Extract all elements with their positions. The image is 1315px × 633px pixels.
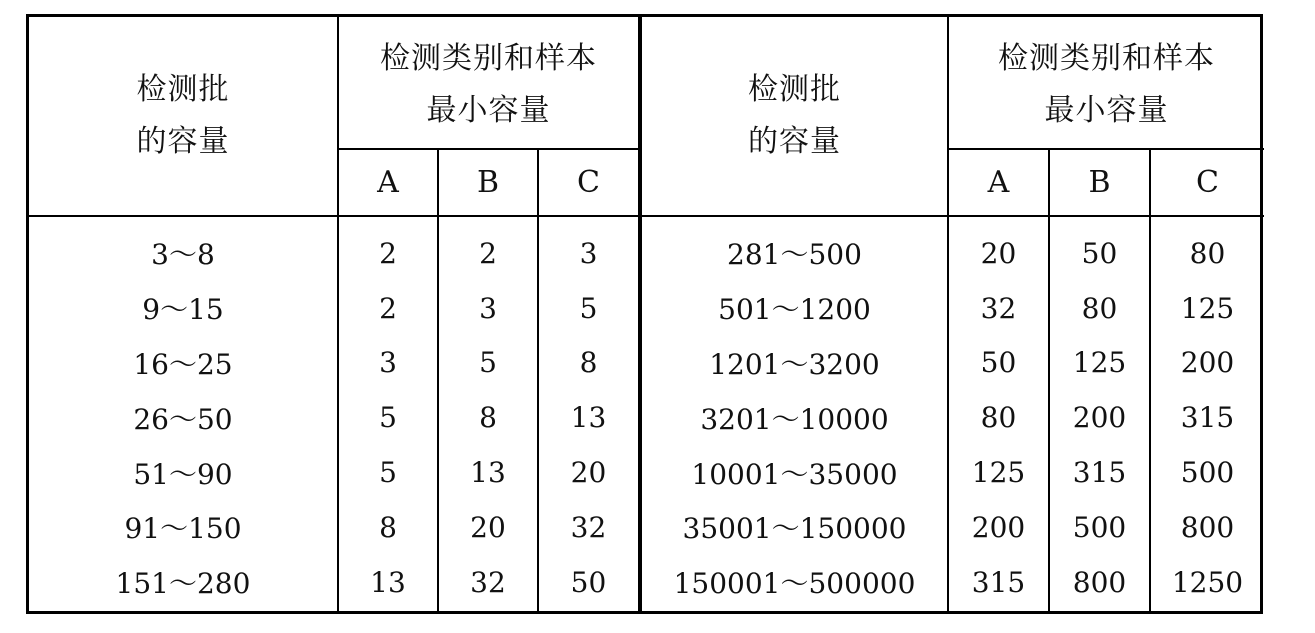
batch-cell: 9～15 [142,293,224,327]
table-body-right [642,217,1264,611]
value-cell-b: 315 [1072,456,1127,490]
batch-cell: 16～25 [133,347,233,381]
column-header-b: B [439,150,539,215]
value-cell-a: 13 [370,565,406,599]
value-cell-b: 5 [479,346,497,380]
column-header-a: A [339,150,439,215]
batch-capacity-header: 检测批 的容量 [29,17,339,215]
batch-cell: 10001～35000 [691,457,898,491]
value-cell-c: 800 [1180,510,1235,544]
table-right-half [642,17,1264,611]
batch-column [29,217,339,611]
category-header [339,17,638,215]
column-header-c: C [1196,165,1219,200]
column-header-b: B [1050,150,1151,215]
column-c [539,217,638,611]
value-cell-a: 8 [379,510,397,544]
value-cell-a: 200 [971,510,1026,544]
table-header-right [642,17,1264,217]
batch-cell: 26～50 [133,402,233,436]
batch-cell: 501～1200 [718,293,871,327]
value-cell-b: 2 [479,236,497,270]
value-cell-c: 200 [1180,346,1235,380]
value-cell-a: 3 [379,346,397,380]
value-cell-a: 5 [379,401,397,435]
value-cell-a: 2 [379,291,397,325]
batch-column [642,217,949,611]
batch-cell: 35001～150000 [682,512,907,546]
table-left-half [29,17,638,611]
batch-cell: 151～280 [115,567,251,601]
column-a [949,217,1050,611]
value-cell-b: 800 [1072,565,1127,599]
value-cell-b: 80 [1081,291,1118,325]
value-cell-b: 13 [470,456,506,490]
value-cell-a: 125 [971,456,1026,490]
sampling-table [26,14,1263,614]
batch-cell: 3～8 [151,238,215,272]
value-cell-c: 500 [1180,456,1235,490]
category-title: 检测类别和样本 最小容量 [339,17,638,150]
value-cell-c: 50 [570,565,607,599]
value-cell-b: 500 [1072,510,1127,544]
value-cell-b: 200 [1072,401,1127,435]
value-cell-b: 20 [470,510,506,544]
column-header-c: C [577,165,600,200]
value-cell-b: 8 [479,401,497,435]
value-cell-a: 315 [971,565,1026,599]
value-cell-a: 32 [980,291,1017,325]
value-cell-a: 80 [980,401,1017,435]
value-cell-b: 50 [1081,236,1118,270]
value-cell-c: 3 [579,236,598,270]
value-cell-c: 1250 [1171,565,1244,599]
value-cell-a: 50 [980,346,1017,380]
batch-cell: 1201～3200 [709,347,880,381]
column-header-a: A [949,150,1050,215]
batch-cell: 281～500 [727,238,862,272]
value-cell-c: 5 [579,291,598,325]
value-cell-c: 32 [570,510,607,544]
value-cell-b: 125 [1072,346,1127,380]
column-c [1151,217,1264,611]
category-columns [339,150,638,215]
value-cell-c: 315 [1180,401,1235,435]
value-cell-c: 8 [579,346,598,380]
value-cell-b: 3 [479,291,497,325]
category-title: 检测类别和样本 最小容量 [949,17,1264,150]
batch-cell: 150001～500000 [673,567,916,601]
table-header-left [29,17,638,217]
table-body-left [29,217,638,611]
value-cell-c: 80 [1189,236,1226,270]
category-header [949,17,1264,215]
value-cell-a: 20 [980,236,1017,270]
column-b [1050,217,1151,611]
value-cell-a: 5 [379,456,397,490]
batch-cell: 3201～10000 [700,402,889,436]
batch-capacity-header: 检测批 的容量 [642,17,949,215]
column-a [339,217,439,611]
category-columns [949,150,1264,215]
value-cell-a: 2 [379,236,397,270]
batch-cell: 51～90 [133,457,233,491]
column-b [439,217,539,611]
value-cell-b: 32 [470,565,506,599]
value-cell-c: 20 [570,456,607,490]
value-cell-c: 125 [1180,291,1235,325]
batch-cell: 91～150 [124,512,242,546]
value-cell-c: 13 [570,401,607,435]
